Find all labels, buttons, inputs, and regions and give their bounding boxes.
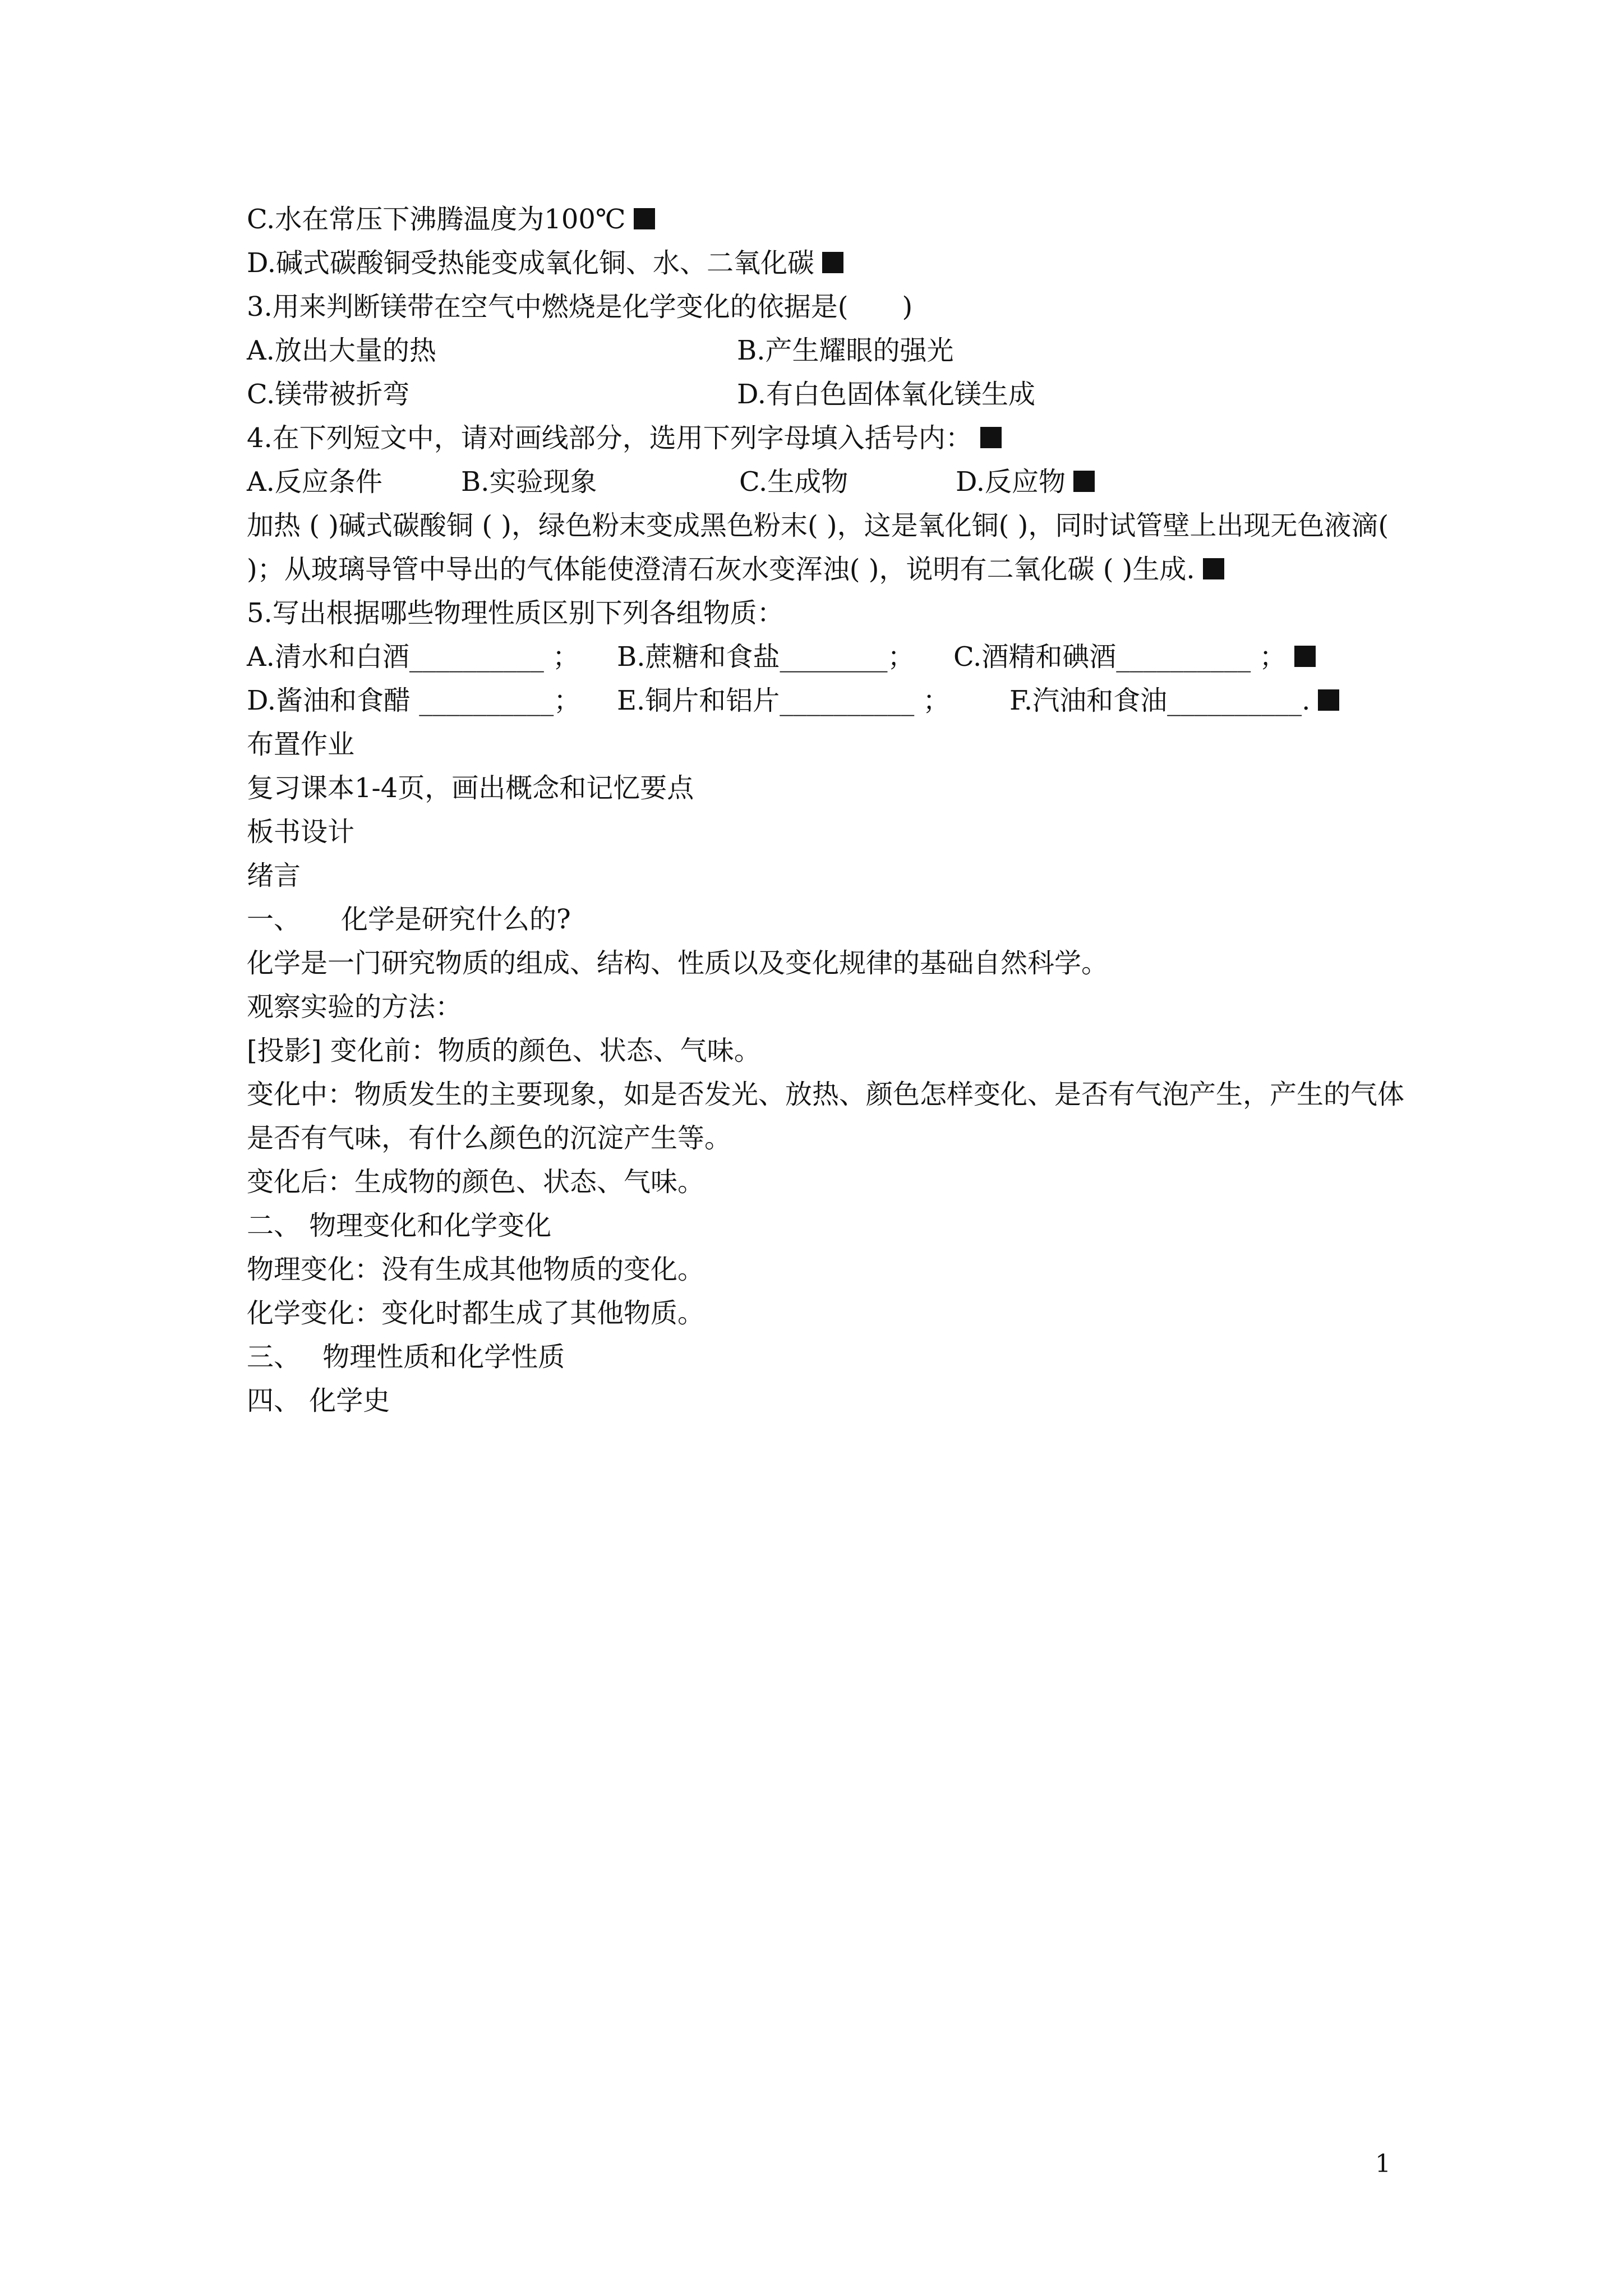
q4-option-d: D.反应物	[956, 466, 1066, 498]
question-3-options-row-1	[247, 329, 1413, 372]
q3-option-a: A.放出大量的热	[247, 335, 436, 366]
page-content	[247, 197, 1413, 1423]
question-4	[247, 416, 1413, 460]
observation-method: 观察实验的方法：	[247, 991, 463, 1023]
physical-change: 物理变化：没有生成其他物质的变化。	[247, 1254, 705, 1285]
during-change: 变化中：物质发生的主要现象，如是否发光、放热、颜色怎样变化、是否有气泡产生，产生的气体是否有气味，有什么颜色的沉淀产生等。	[247, 1079, 1405, 1154]
question-4-passage-text: 加热 ( )碱式碳酸铜 ( )，绿色粉末变成黑色粉末( )，这是氧化铜( )，同时试管壁上出现无色液滴( )；从玻璃导管中导出的气体能使澄清石灰水变浑浊( )，说明有二氧化碳 ( )生成.	[247, 510, 1389, 585]
q5-item-d: D.酱油和食醋 __________；	[247, 685, 581, 716]
black-square-mark	[1073, 471, 1095, 492]
black-square-mark	[980, 427, 1002, 448]
section-1-text: 化学是一门研究物质的组成、结构、性质以及变化规律的基础自然科学。	[247, 947, 1109, 979]
question-4-passage	[247, 504, 1413, 591]
question-5-row-1	[247, 635, 1413, 679]
option-d-line	[247, 241, 1413, 285]
q5-item-a: A.清水和白酒__________ ；	[247, 641, 580, 673]
question-4-options	[247, 460, 1413, 504]
black-square-mark	[822, 252, 843, 273]
black-square-mark	[1294, 646, 1316, 667]
option-c-line	[247, 197, 1413, 241]
page-number: 1	[1375, 2150, 1391, 2178]
q5-item-b: B.蔗糖和食盐________；	[617, 641, 915, 673]
q3-option-b: B.产生耀眼的强光	[737, 335, 954, 366]
q4-option-c: C.生成物	[739, 466, 849, 498]
before-change: [投影] 变化前：物质的颜色、状态、气味。	[247, 1035, 761, 1066]
board-design-title: 板书设计	[247, 816, 355, 848]
black-square-mark	[634, 208, 655, 229]
q5-item-c: C.酒精和碘酒__________ ；	[953, 641, 1287, 673]
option-d-text: D.碱式碳酸铜受热能变成氧化铜、水、二氧化碳	[247, 247, 815, 279]
question-4-text: 4.在下列短文中，请对画线部分，选用下列字母填入括号内：	[247, 422, 972, 454]
section-4-heading: 四、 化学史	[247, 1385, 390, 1416]
q5-item-f-with-mark	[1009, 679, 1339, 723]
q5-item-e: E.铜片和铝片__________ ；	[617, 685, 950, 716]
question-5-row-2	[247, 679, 1413, 723]
q4-option-b: B.实验现象	[461, 466, 597, 498]
homework-text: 复习课本1-4页，画出概念和记忆要点	[247, 772, 694, 804]
q4-option-a: A.反应条件	[247, 466, 382, 498]
intro-heading: 绪言	[247, 860, 301, 891]
q5-item-f: F.汽油和食油__________.	[1009, 685, 1311, 716]
homework-title: 布置作业	[247, 729, 355, 760]
q3-option-c: C.镁带被折弯	[247, 379, 410, 410]
q3-option-d: D.有白色固体氧化镁生成	[737, 379, 1036, 410]
section-2-heading: 二、 物理变化和化学变化	[247, 1210, 552, 1241]
black-square-mark	[1318, 689, 1339, 711]
section-3-heading: 三、 物理性质和化学性质	[247, 1341, 565, 1373]
black-square-mark	[1203, 558, 1224, 579]
question-5: 5.写出根据哪些物理性质区别下列各组物质：	[247, 597, 784, 629]
question-3-options-row-2	[247, 372, 1413, 416]
q5-item-c-with-mark	[953, 635, 1316, 679]
option-c-text: C.水在常压下沸腾温度为100℃	[247, 204, 626, 235]
chemical-change: 化学变化：变化时都生成了其他物质。	[247, 1297, 705, 1329]
section-1-heading: 一、 化学是研究什么的?	[247, 904, 571, 935]
after-change: 变化后：生成物的颜色、状态、气味。	[247, 1166, 705, 1198]
question-3: 3.用来判断镁带在空气中燃烧是化学变化的依据是( )	[247, 291, 913, 323]
q4-option-d-with-mark	[956, 460, 1095, 504]
